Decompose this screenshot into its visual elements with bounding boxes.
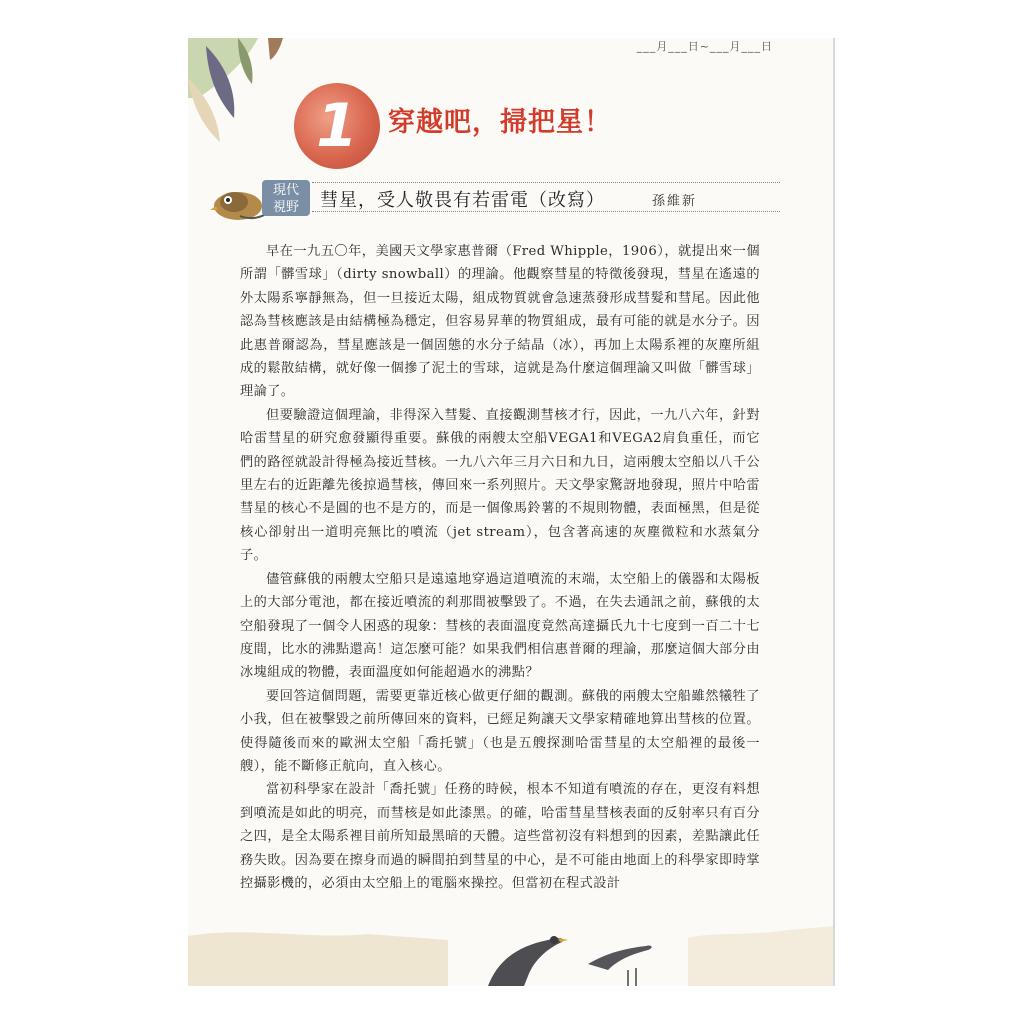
article-body (240, 240, 760, 895)
author-name: 孫維新 (652, 194, 698, 209)
leaf-illustration (188, 38, 298, 148)
paragraph: 儘管蘇俄的兩艘太空船只是遠遠地穿過這道噴流的末端，太空船上的儀器和太陽板上的大部分電池，都在接近噴流的剎那間被擊毀了。不過，在失去通訊之前，蘇俄的太空船發現了一個令人困惑的現象：彗核的表面溫度竟然高達攝氏九十七度到一百二十七度間，比水的沸點還高！這怎麼可能？如果我們相信惠普爾的理論，那麼這個大部分由冰塊組成的物體，表面溫度如何能超過水的沸點？ (240, 571, 760, 681)
badge-line-1: 現代 (272, 183, 299, 198)
lesson-number-badge (294, 83, 380, 169)
divider-top (312, 182, 780, 183)
paragraph: 但要驗證這個理論，非得深入彗髮、直接觀測彗核才行，因此，一九八六年，針對哈雷彗星的研究愈發顯得重要。蘇俄的兩艘太空船VEGA1和VEGA2肩負重任，而它們的路徑就設計得極為接近彗核。一九八六年三月六日和九日，這兩艘太空船以八千公里左右的近距離先後掠過彗核，傳回來一系列照片。天文學家驚訝地發現，照片中哈雷彗星的核心不是圓的也不是方的，而是一個像馬鈴薯的不規則物體，表面極黑，但是從核心卻射出一道明亮無比的噴流（jet stream），包含著高速的灰塵微粒和水蒸氣分子。 (240, 407, 760, 564)
badge-line-2: 視野 (272, 200, 299, 215)
paragraph: 早在一九五〇年，美國天文學家惠普爾（Fred Whipple，1906），就提出來一個所謂「髒雪球」（dirty snowball）的理論。他觀察彗星的特徵後發現，彗星在遙遠的外太陽系寧靜無為，但一旦接近太陽，組成物質就會急速蒸發形成彗髮和彗尾。因此他認為彗核應該是由結構極為穩定，但容易昇華的物質組成，最有可能的就是水分子。因此惠普爾認為，彗星應該是一個固態的水分子結晶（冰），再加上太陽系裡的灰塵所組成的鬆散結構，就好像一個摻了泥土的雪球，這就是為什麼這個理論又叫做「髒雪球」理論了。 (240, 244, 760, 400)
section-header (210, 180, 780, 218)
article-title: 彗星，受人敬畏有若雷電（改寫） (320, 190, 605, 211)
paragraph: 當初科學家在設計「喬托號」任務的時候，根本不知道有噴流的存在，更沒有料想到噴流是如此的明亮，而彗核是如此漆黑。的確，哈雷彗星彗核表面的反射率只有百分之四，是全太陽系裡目前所知最黑暗的天體。這些當初沒有料想到的因素，差點讓此任務失敗。因為要在擦身而過的瞬間拍到彗星的中心，是不可能由地面上的科學家即時掌控攝影機的，必須由太空船上的電腦來操控。但當初在程式設計 (240, 782, 760, 891)
date-range-line: ___月___日~___月___日 (636, 40, 773, 53)
lesson-number: 1 (316, 91, 358, 161)
modern-vision-badge (262, 180, 310, 216)
lesson-title: 穿越吧，掃把星！ (388, 107, 612, 138)
paragraph: 要回答這個問題，需要更靠近核心做更仔細的觀測。蘇俄的兩艘太空船雖然犧牲了小我，但在被擊毀之前所傳回來的資料，已經足夠讓天文學家精確地算出彗核的位置。使得隨後而來的歐洲太空船「喬托號」（也是五艘探測哈雷彗星的太空船裡的最後一艘），能不斷修正航向，直入核心。 (240, 688, 760, 774)
bird-illustration (188, 926, 835, 986)
textbook-page (188, 38, 835, 986)
page-edge (833, 38, 835, 986)
